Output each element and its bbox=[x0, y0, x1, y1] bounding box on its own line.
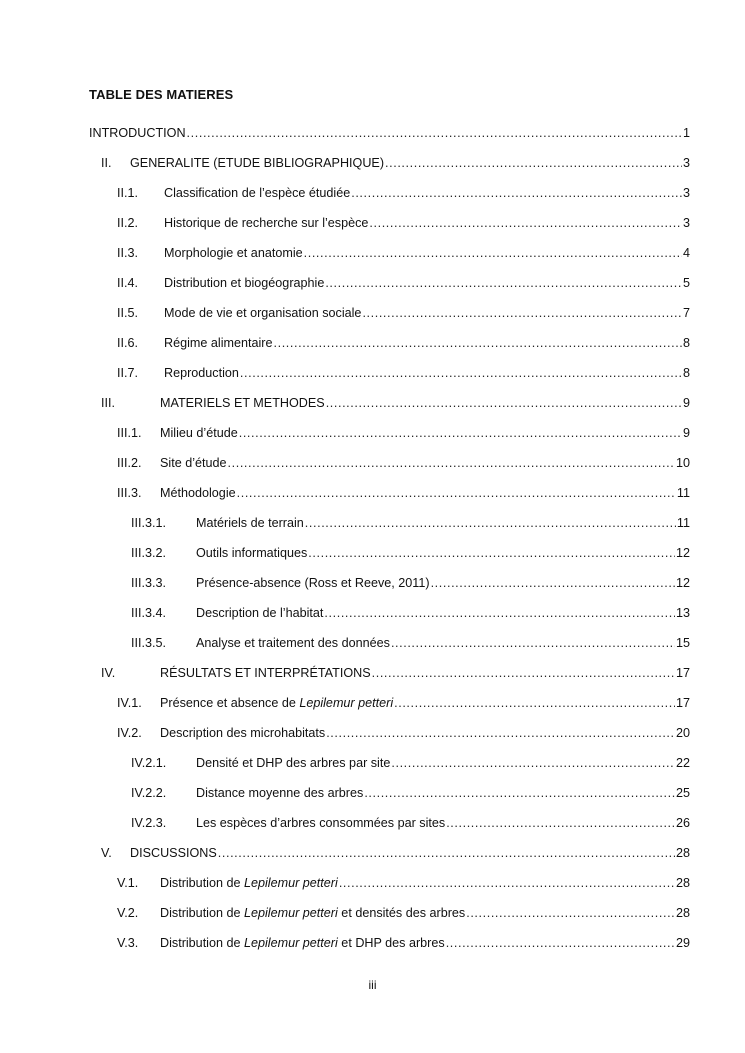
toc-entry[interactable] bbox=[89, 486, 690, 504]
toc-entry-title-text: Classification de l’espèce étudiée bbox=[164, 186, 351, 200]
dot-leader bbox=[326, 726, 675, 740]
toc-entry[interactable] bbox=[89, 936, 690, 954]
toc-entry-page: 11 bbox=[676, 486, 690, 500]
toc-entry-page: 29 bbox=[675, 936, 690, 950]
toc-entry-title-text: MATERIELS ET METHODES bbox=[160, 396, 325, 410]
toc-entry-page: 28 bbox=[675, 846, 690, 860]
dot-leader bbox=[466, 906, 675, 920]
dot-leader bbox=[274, 336, 682, 350]
toc-entry[interactable] bbox=[89, 126, 690, 144]
toc-entry[interactable] bbox=[89, 696, 690, 714]
toc-entry-page: 26 bbox=[675, 816, 690, 830]
dot-leader bbox=[339, 876, 675, 890]
toc-entry-number: III.3.5. bbox=[131, 636, 167, 650]
toc-entry-page: 22 bbox=[675, 756, 690, 770]
toc-entry-number: IV.1. bbox=[117, 696, 142, 710]
toc-entry-page: 13 bbox=[675, 606, 690, 620]
dot-leader bbox=[308, 546, 675, 560]
toc-entry-page: 3 bbox=[682, 216, 690, 230]
toc-entry-number: II.6. bbox=[117, 336, 138, 350]
toc-entry-number: II.4. bbox=[117, 276, 138, 290]
toc-entry-title bbox=[160, 486, 236, 500]
toc-entry-title bbox=[196, 636, 390, 650]
toc-entry-number: II.7. bbox=[117, 366, 138, 380]
toc-entry[interactable] bbox=[89, 276, 690, 294]
toc-entry-title bbox=[89, 126, 186, 140]
toc-entry-page: 25 bbox=[675, 786, 690, 800]
toc-entry-page: 9 bbox=[682, 396, 690, 410]
toc-entry-page: 12 bbox=[675, 546, 690, 560]
toc-entry-title bbox=[160, 456, 227, 470]
toc-entry-page: 15 bbox=[675, 636, 690, 650]
toc-entry-title bbox=[160, 876, 338, 890]
toc-entry-title-text: Analyse et traitement des données bbox=[196, 636, 390, 650]
toc-entry-number: V. bbox=[101, 846, 112, 860]
toc-entry-page: 10 bbox=[675, 456, 690, 470]
toc-entry-page: 17 bbox=[675, 696, 690, 710]
toc-entry[interactable] bbox=[89, 246, 690, 264]
toc-entry-number: III.3.2. bbox=[131, 546, 167, 560]
toc-entry-title-text: Outils informatiques bbox=[196, 546, 308, 560]
toc-entry-title bbox=[160, 396, 325, 410]
toc-entry-number: II.1. bbox=[117, 186, 138, 200]
toc-entry-page: 1 bbox=[682, 126, 690, 140]
toc-entry[interactable] bbox=[89, 876, 690, 894]
toc-entry-title bbox=[196, 816, 445, 830]
toc-entry[interactable] bbox=[89, 666, 690, 684]
toc-entry-title bbox=[130, 156, 384, 170]
toc-entry[interactable] bbox=[89, 606, 690, 624]
toc-entry[interactable] bbox=[89, 906, 690, 924]
toc-entry-species-name: Lepilemur petteri bbox=[244, 936, 338, 950]
toc-entry[interactable] bbox=[89, 186, 690, 204]
toc-entry-page: 4 bbox=[682, 246, 690, 260]
toc-entry-species-name: Lepilemur petteri bbox=[244, 906, 338, 920]
toc-entry[interactable] bbox=[89, 726, 690, 744]
dot-leader bbox=[431, 576, 675, 590]
toc-entry-number: II.5. bbox=[117, 306, 138, 320]
toc-entry-title bbox=[164, 216, 368, 230]
toc-entry-page: 8 bbox=[682, 366, 690, 380]
toc-entry[interactable] bbox=[89, 756, 690, 774]
toc-entry-title-text: Historique de recherche sur l’espèce bbox=[164, 216, 369, 230]
toc-entry-page: 11 bbox=[676, 516, 690, 530]
toc-entry[interactable] bbox=[89, 216, 690, 234]
toc-entry-number: V.3. bbox=[117, 936, 139, 950]
toc-entry-title bbox=[164, 186, 350, 200]
toc-entry[interactable] bbox=[89, 636, 690, 654]
toc-entry-title-text: Milieu d’étude bbox=[160, 426, 238, 440]
dot-leader bbox=[369, 216, 682, 230]
toc-entry-number: V.1. bbox=[117, 876, 139, 890]
dot-leader bbox=[372, 666, 675, 680]
toc-entry[interactable] bbox=[89, 546, 690, 564]
dot-leader bbox=[351, 186, 682, 200]
toc-entry-number: III.1. bbox=[117, 426, 142, 440]
toc-entry-page: 7 bbox=[682, 306, 690, 320]
toc-entry-number: IV. bbox=[101, 666, 116, 680]
toc-entry-page: 8 bbox=[682, 336, 690, 350]
toc-entry-page: 5 bbox=[682, 276, 690, 290]
toc-entry-title bbox=[160, 906, 465, 920]
toc-entry-title-text: RÉSULTATS ET INTERPRÉTATIONS bbox=[160, 666, 371, 680]
toc-entry-number: IV.2.1. bbox=[131, 756, 167, 770]
toc-entry-number: III.3.1. bbox=[131, 516, 167, 530]
toc-entry[interactable] bbox=[89, 366, 690, 384]
toc-entry-species-name: Lepilemur petteri bbox=[299, 696, 394, 710]
toc-entry-title-text: Description de l’habitat bbox=[196, 606, 324, 620]
dot-leader bbox=[446, 816, 675, 830]
toc-entry-title-text: INTRODUCTION bbox=[89, 126, 186, 140]
toc-entry-title-text: Distribution de bbox=[160, 936, 244, 950]
toc-entry-title bbox=[160, 696, 393, 710]
toc-entry-number: III.3.3. bbox=[131, 576, 167, 590]
toc-entry-title bbox=[164, 366, 239, 380]
toc-entry[interactable] bbox=[89, 336, 690, 354]
toc-entry-title-text: Distribution et biogéographie bbox=[164, 276, 325, 290]
toc-entry[interactable] bbox=[89, 456, 690, 474]
toc-entry-number: III. bbox=[101, 396, 115, 410]
toc-entry-title-text: Reproduction bbox=[164, 366, 239, 380]
toc-entry-title-text: Description des microhabitats bbox=[160, 726, 326, 740]
toc-entry-number: IV.2. bbox=[117, 726, 142, 740]
toc-entry-title bbox=[164, 246, 303, 260]
dot-leader bbox=[187, 126, 682, 140]
toc-entry-title-suffix: et densités des arbres bbox=[337, 906, 466, 920]
toc-entry-title bbox=[130, 846, 217, 860]
toc-entry-number: III.3. bbox=[117, 486, 142, 500]
toc-entry-number: IV.2.3. bbox=[131, 816, 167, 830]
toc-entry-page: 28 bbox=[675, 876, 690, 890]
toc-entry-title-text: Méthodologie bbox=[160, 486, 236, 500]
toc-entry-page: 20 bbox=[675, 726, 690, 740]
toc-entry-title bbox=[196, 756, 390, 770]
toc-entry-title-text: Matériels de terrain bbox=[196, 516, 304, 530]
toc-entry-title-text: Distribution de bbox=[160, 876, 244, 890]
toc-entry-title-text: Site d’étude bbox=[160, 456, 227, 470]
dot-leader bbox=[304, 246, 682, 260]
toc-entry-title-text: Régime alimentaire bbox=[164, 336, 273, 350]
toc-entry-page: 12 bbox=[675, 576, 690, 590]
dot-leader bbox=[239, 426, 682, 440]
dot-leader bbox=[364, 786, 675, 800]
toc-entry-page: 3 bbox=[682, 156, 690, 170]
toc-entry-title bbox=[196, 546, 307, 560]
toc-entry-title bbox=[160, 726, 325, 740]
dot-leader bbox=[385, 156, 682, 170]
toc-entry-title-text: Présence et absence de bbox=[160, 696, 300, 710]
toc-entry-title bbox=[196, 786, 363, 800]
toc-entry[interactable] bbox=[89, 846, 690, 864]
toc-entry-title-text: Distance moyenne des arbres bbox=[196, 786, 364, 800]
dot-leader bbox=[391, 756, 675, 770]
toc-entry-title-text: DISCUSSIONS bbox=[130, 846, 217, 860]
dot-leader bbox=[228, 456, 675, 470]
toc-entry-number: IV.2.2. bbox=[131, 786, 167, 800]
dot-leader bbox=[446, 936, 675, 950]
toc-entry[interactable] bbox=[89, 786, 690, 804]
toc-entry[interactable] bbox=[89, 816, 690, 834]
toc-entry-page: 17 bbox=[675, 666, 690, 680]
toc-entry-title bbox=[164, 306, 361, 320]
toc-entry-title bbox=[196, 576, 430, 590]
toc-entry-title bbox=[164, 276, 324, 290]
page-number: iii bbox=[368, 978, 377, 992]
toc-entry-title-text: GENERALITE (ETUDE BIBLIOGRAPHIQUE) bbox=[130, 156, 385, 170]
dot-leader bbox=[325, 276, 682, 290]
dot-leader bbox=[218, 846, 675, 860]
toc-entry[interactable] bbox=[89, 576, 690, 594]
toc-entry-page: 9 bbox=[682, 426, 690, 440]
toc-entry[interactable] bbox=[89, 516, 690, 534]
toc-entry-title bbox=[160, 936, 445, 950]
toc-entry-title-text: Présence-absence (Ross et Reeve, 2011) bbox=[196, 576, 430, 590]
toc-entry[interactable] bbox=[89, 426, 690, 444]
dot-leader bbox=[326, 396, 682, 410]
toc-entry-page: 28 bbox=[675, 906, 690, 920]
toc-entry-title bbox=[196, 516, 304, 530]
toc-entry-title bbox=[164, 336, 273, 350]
toc-entry-number: II. bbox=[101, 156, 112, 170]
toc-entry-species-name: Lepilemur petteri bbox=[244, 876, 338, 890]
toc-entry-title-text: Densité et DHP des arbres par site bbox=[196, 756, 391, 770]
dot-leader bbox=[324, 606, 675, 620]
toc-entry-title bbox=[160, 666, 371, 680]
toc-entry-title bbox=[160, 426, 238, 440]
dot-leader bbox=[362, 306, 682, 320]
toc-entry-number: III.2. bbox=[117, 456, 142, 470]
toc-title: TABLE DES MATIERES bbox=[89, 87, 234, 102]
toc-entry-number: V.2. bbox=[117, 906, 139, 920]
toc-entry-title-suffix: et DHP des arbres bbox=[337, 936, 445, 950]
dot-leader bbox=[394, 696, 675, 710]
toc-entry-title bbox=[196, 606, 323, 620]
dot-leader bbox=[240, 366, 682, 380]
toc-entry-number: III.3.4. bbox=[131, 606, 167, 620]
dot-leader bbox=[305, 516, 676, 530]
toc-entry-title-text: Distribution de bbox=[160, 906, 244, 920]
toc-entry-title-text: Les espèces d’arbres consommées par sites bbox=[196, 816, 446, 830]
toc-entry-number: II.3. bbox=[117, 246, 138, 260]
toc-entry-page: 3 bbox=[682, 186, 690, 200]
toc-entry[interactable] bbox=[89, 306, 690, 324]
toc-entry-number: II.2. bbox=[117, 216, 138, 230]
toc-entry-title-text: Morphologie et anatomie bbox=[164, 246, 303, 260]
dot-leader bbox=[237, 486, 676, 500]
toc-entry-title-text: Mode de vie et organisation sociale bbox=[164, 306, 362, 320]
dot-leader bbox=[391, 636, 675, 650]
toc-entry[interactable] bbox=[89, 156, 690, 174]
toc-entry[interactable] bbox=[89, 396, 690, 414]
